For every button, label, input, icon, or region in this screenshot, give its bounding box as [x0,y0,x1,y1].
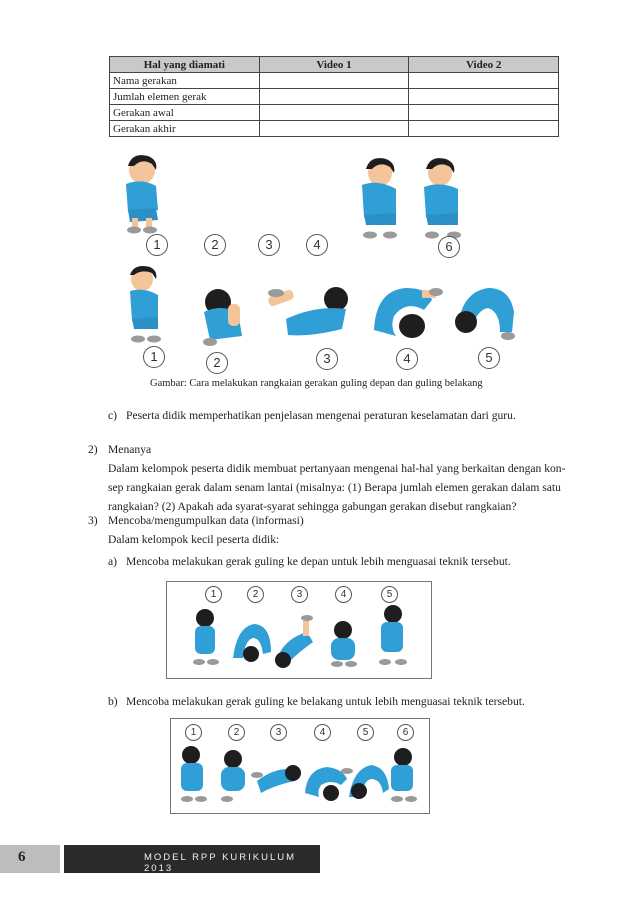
step-number: 1 [146,234,168,256]
step-a [108,552,511,571]
backward-roll-photo [170,718,430,814]
footer-title: MODEL RPP KURIKULUM 2013 [144,852,297,874]
table-row [110,89,559,105]
step-number: 4 [314,724,331,741]
table-row [110,73,559,89]
page-number-block [0,845,60,873]
step-number: 5 [381,586,398,603]
paragraph-text: Mencoba melakukan gerak guling ke depan untuk lebih menguasai teknik tersebut. [126,555,511,568]
child-squat-illustration [412,155,470,240]
step-number: 3 [291,586,308,603]
step-number: 6 [397,724,414,741]
step-number: 3 [316,348,338,370]
list-label: 3) [88,514,98,527]
paragraph-text: Mencoba melakukan gerak guling ke belakang untuk lebih menguasai teknik tersebut. [126,695,525,708]
table-header: Video 1 [259,57,409,73]
step-c [108,406,516,425]
step-3 [88,511,304,549]
child-squat-illustration [352,155,407,240]
step-number: 4 [335,586,352,603]
table-header-row [110,57,559,73]
paragraph-text: Peserta didik memperhatikan penjelasan mengenai peraturan keselamatan dari guru. [126,409,516,422]
step-number: 4 [306,234,328,256]
table-cell: Gerakan awal [110,105,260,121]
page-footer [0,845,638,873]
step-number: 4 [396,348,418,370]
step-number: 6 [438,236,460,258]
child-tuck-illustration [198,282,250,352]
step-2 [88,440,566,516]
step-number: 1 [205,586,222,603]
child-roll-illustration [452,282,520,344]
list-label: a) [108,555,118,568]
observation-table [109,56,559,137]
backward-roll-figures [171,719,429,813]
section-title: Mencoba/mengumpulkan data (informasi) [108,514,304,527]
table-row [110,121,559,137]
child-squat-illustration [112,152,172,234]
page-number: 6 [18,849,26,865]
step-number: 5 [478,347,500,369]
step-number: 3 [270,724,287,741]
step-number: 5 [357,724,374,741]
section-title: Menanya [108,443,152,456]
child-roll-illustration [266,285,362,345]
footer-title-bar [64,845,320,873]
step-number: 1 [185,724,202,741]
step-number: 3 [258,234,280,256]
step-number: 2 [206,352,228,374]
child-roll-illustration [366,280,446,348]
step-number: 2 [204,234,226,256]
figure-caption: Gambar: Cara melakukan rangkaian gerakan guling depan dan guling belakang [150,378,483,389]
list-label: b) [108,695,118,708]
list-label: 2) [88,443,98,456]
paragraph-line: sep rangkaian gerak dalam senam lantai (misalnya: (1) Berapa jumlah elemen gerakan dalam satu [108,481,561,494]
list-label: c) [108,409,118,422]
child-squat-illustration [120,265,170,345]
forward-roll-figures [167,582,431,678]
step-number: 2 [247,586,264,603]
table-cell: Nama gerakan [110,73,260,89]
step-number: 2 [228,724,245,741]
table-row [110,105,559,121]
table-header: Video 2 [409,57,559,73]
forward-roll-photo [166,581,432,679]
step-b [108,692,525,711]
step-number: 1 [143,346,165,368]
table-cell: Gerakan akhir [110,121,260,137]
table-header: Hal yang diamati [110,57,260,73]
table-cell: Jumlah elemen gerak [110,89,260,105]
paragraph-line: Dalam kelompok kecil peserta didik: [108,533,280,546]
paragraph-line: rangkaian? (2) Apakah ada syarat-syarat sehingga gabungan gerakan disebut rangkaian? [108,500,517,513]
paragraph-line: Dalam kelompok peserta didik membuat pertanyaan mengenai hal-hal yang berkaitan dengan kon- [108,462,566,475]
